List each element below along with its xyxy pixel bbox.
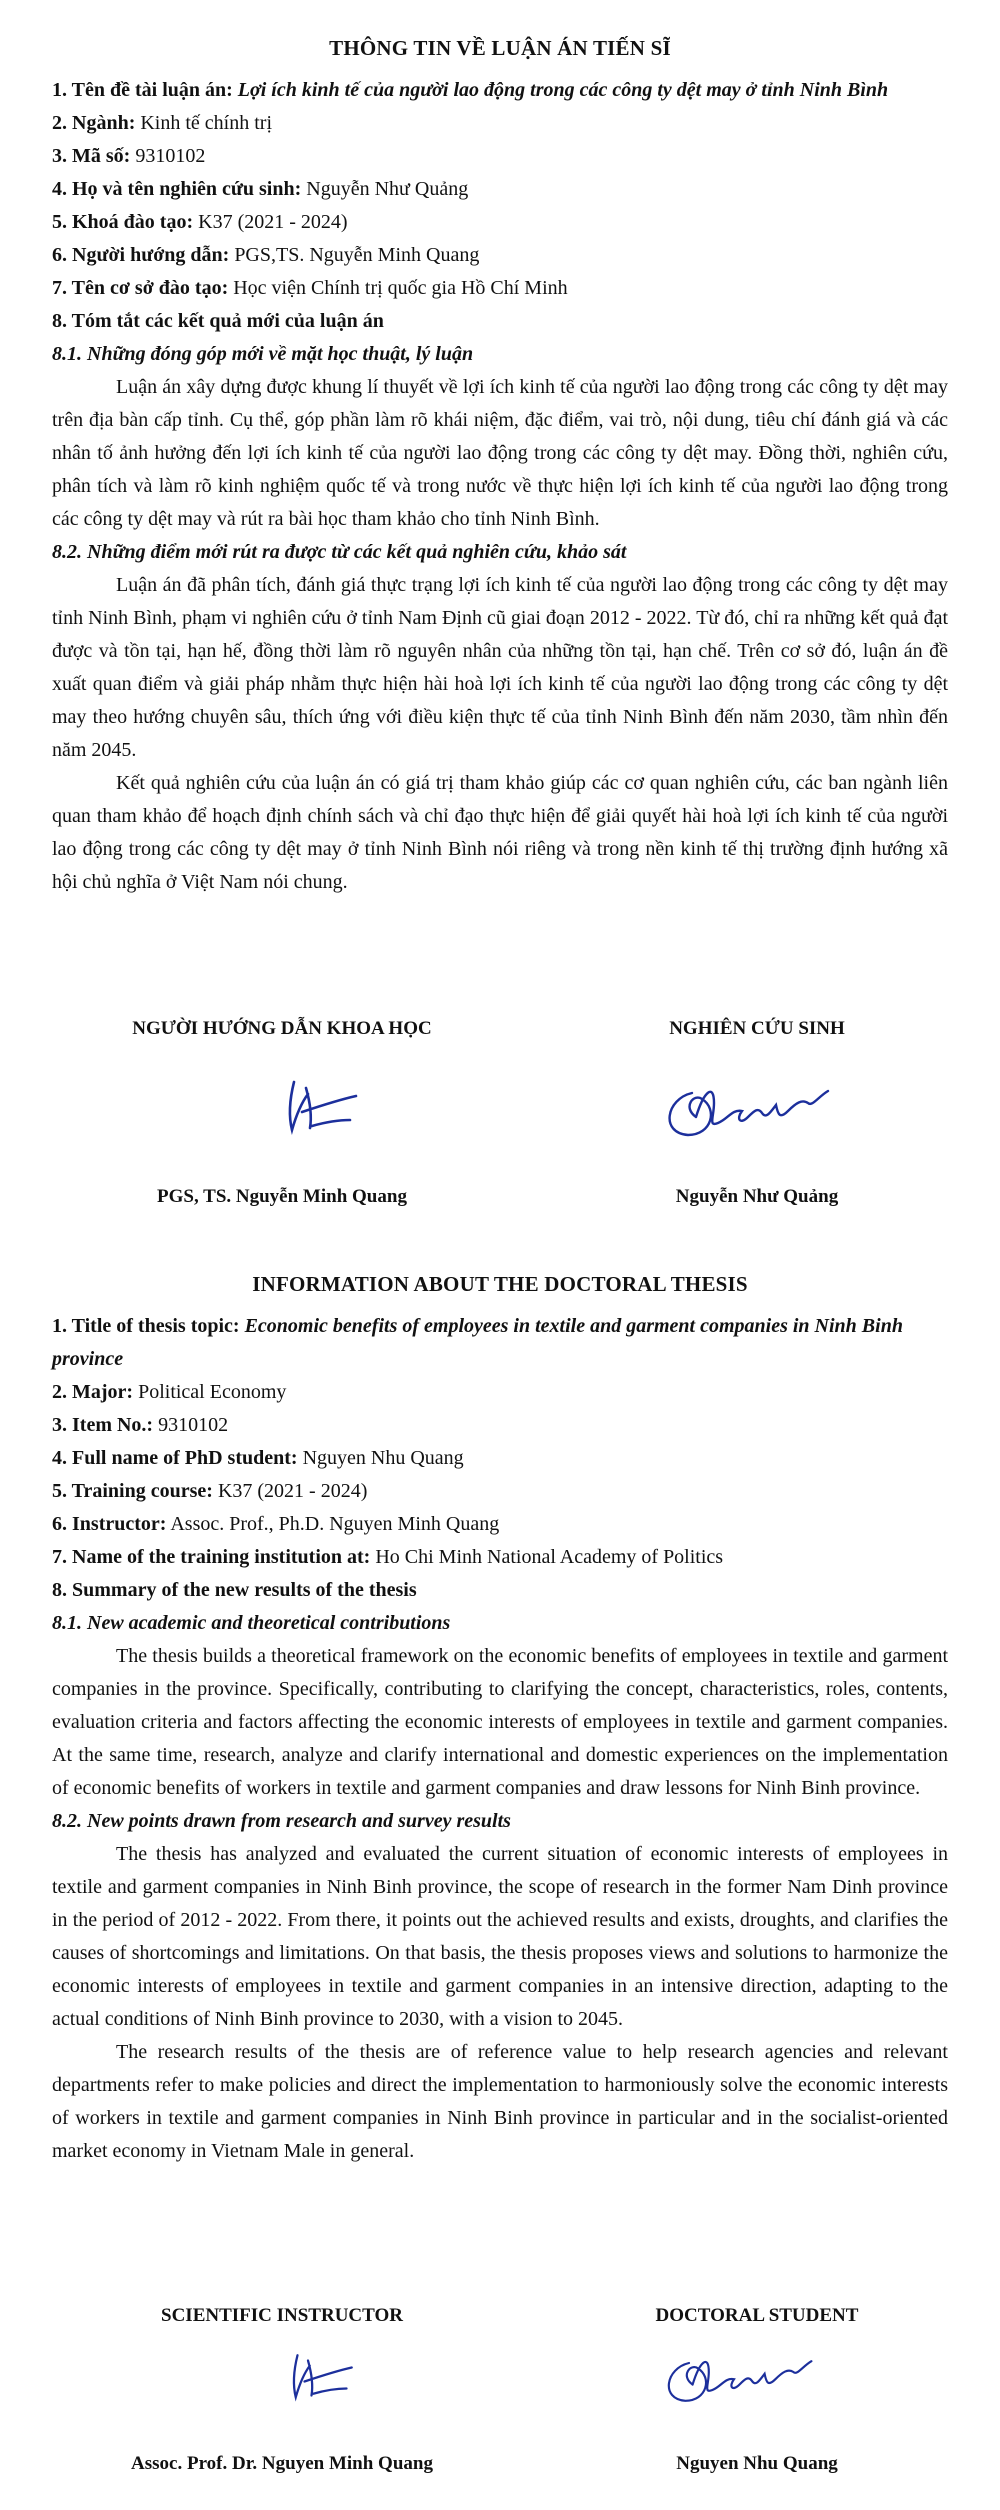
vn-sig-left-title: NGƯỜI HƯỚNG DẪN KHOA HỌC — [132, 1018, 432, 1039]
vn-item-label: 7. Tên cơ sở đào tạo: — [52, 277, 229, 299]
vn-item-institution — [52, 272, 948, 305]
en-title: INFORMATION ABOUT THE DOCTORAL THESIS — [252, 1272, 748, 1296]
en-paragraph-3: The research results of the thesis are of reference value to help research agencies and relevant departments refer to make policies and direct the implementation to harmoniously solve the economic interests of workers in textile and garment companies in Ninh Binh province in particular and in the socialist-oriented market economy in Vietnam Male in general. — [52, 2041, 948, 2162]
en-item-label: 2. Major: — [52, 1381, 134, 1403]
vn-item-label: 8. Tóm tắt các kết quả mới của luận án — [52, 310, 384, 332]
en-item-instructor — [52, 1508, 948, 1541]
en-sig-left-name: Assoc. Prof. Dr. Nguyen Minh Quang — [131, 2453, 433, 2474]
signature-image — [652, 1073, 872, 1153]
en-item-value: Political Economy — [138, 1381, 287, 1403]
en-item-label: 1. Title of thesis topic: — [52, 1315, 240, 1337]
vn-sig-right-title: NGHIÊN CỨU SINH — [669, 1018, 845, 1039]
signature-image — [272, 1068, 372, 1148]
en-item-value: Assoc. Prof., Ph.D. Nguyen Minh Quang — [170, 1513, 500, 1535]
en-item-topic — [52, 1310, 948, 1376]
en-item-label: 6. Instructor: — [52, 1513, 167, 1535]
vn-paragraph-3: Kết quả nghiên cứu của luận án có giá trị tham khảo giúp các cơ quan nghiên cứu, các ban ngành liên quan tham khảo để hoạch định chính sách và chỉ đạo thực hiện để giải quyết hài hoà lợi ích kinh tế của người lao động trong các công ty dệt may ở tỉnh Ninh Bình nói riêng và trong nền kinh tế thị trường định hướng xã hội chủ nghĩa ở Việt Nam nói chung. — [52, 772, 948, 893]
vn-item-value: Nguyễn Như Quảng — [306, 178, 469, 200]
vn-title: THÔNG TIN VỀ LUẬN ÁN TIẾN SĨ — [329, 36, 671, 60]
en-sig-right-title: DOCTORAL STUDENT — [655, 2305, 859, 2326]
en-item-value: K37 (2021 - 2024) — [217, 1480, 368, 1502]
en-item-label: 4. Full name of PhD student: — [52, 1447, 298, 1469]
en-item-student — [52, 1442, 948, 1475]
vn-subheading-1: 8.1. Những đóng góp mới về mặt học thuật, lý luận — [52, 343, 474, 365]
vn-item-label: 3. Mã số: — [52, 145, 131, 167]
vn-paragraph-2: Luận án đã phân tích, đánh giá thực trạng lợi ích kinh tế của người lao động trong các công ty dệt may tỉnh Ninh Bình, phạm vi nghiên cứu ở tỉnh Nam Định cũ giai đoạn 2012 - 2022. Từ đó, chỉ ra những kết quả đạt được và tồn tại, hạn hế, đồng thời làm rõ nguyên nhân của những tồn tại, hạn chế. Trên cơ sở đó, luận án đề xuất quan điểm và giải pháp nhằm thực hiện hài hoà lợi ích kinh tế của người lao động trong các công ty dệt may theo hướng chuyên sâu, thích ứng với điều kiện thực tế của tỉnh Ninh Bình đến năm 2030, tầm nhìn đến năm 2045. — [52, 574, 948, 761]
en-item-value: Nguyen Nhu Quang — [302, 1447, 464, 1469]
vn-item-value: PGS,TS. Nguyễn Minh Quang — [234, 244, 480, 266]
vn-item-code — [52, 140, 948, 173]
vn-item-summary — [52, 305, 948, 338]
vn-subheading-2: 8.2. Những điểm mới rút ra được từ các kết quả nghiên cứu, khảo sát — [52, 541, 627, 563]
signature-image — [277, 2343, 367, 2413]
vn-item-major — [52, 107, 948, 140]
vn-item-label: 1. Tên đề tài luận án: — [52, 79, 233, 101]
en-item-value: Economic benefits of employees in textile and garment companies in Ninh Binh province — [52, 1315, 903, 1370]
en-sig-left-title: SCIENTIFIC INSTRUCTOR — [161, 2305, 403, 2326]
vn-item-instructor — [52, 239, 948, 272]
en-item-code — [52, 1409, 948, 1442]
en-item-label: 3. Item No.: — [52, 1414, 154, 1436]
en-item-course — [52, 1475, 948, 1508]
en-info-list — [52, 1310, 948, 2168]
vn-item-label: 4. Họ và tên nghiên cứu sinh: — [52, 178, 302, 200]
vn-item-value: Kinh tế chính trị — [140, 112, 272, 134]
vn-paragraph-1: Luận án xây dựng được khung lí thuyết về lợi ích kinh tế của người lao động trong các công ty dệt may trên địa bàn cấp tỉnh. Cụ thể, góp phần làm rõ khái niệm, đặc điểm, vai trò, nội dung, tiêu chí đánh giá và các nhân tố ảnh hưởng đến lợi ích kinh tế của người lao động trong các công ty dệt may. Đồng thời, nghiên cứu, phân tích và làm rõ kinh nghiệm quốc tế và trong nước về thực hiện lợi ích kinh tế của người lao động trong các công ty dệt may và rút ra bài học tham khảo cho tỉnh Ninh Bình. — [52, 376, 948, 530]
vn-item-course — [52, 206, 948, 239]
vn-item-topic — [52, 74, 948, 107]
vn-sig-right-name: Nguyễn Như Quảng — [675, 1186, 839, 1207]
vn-item-student — [52, 173, 948, 206]
en-item-value: Ho Chi Minh National Academy of Politics — [375, 1546, 724, 1568]
vn-item-value: Học viện Chính trị quốc gia Hồ Chí Minh — [233, 277, 568, 299]
vn-item-value: K37 (2021 - 2024) — [198, 211, 348, 233]
vn-item-label: 6. Người hướng dẫn: — [52, 244, 230, 266]
en-subheading-1: 8.1. New academic and theoretical contributions — [52, 1612, 451, 1634]
vn-item-value: 9310102 — [135, 145, 206, 167]
en-subheading-2: 8.2. New points drawn from research and survey results — [52, 1810, 511, 1832]
en-item-label: 7. Name of the training institution at: — [52, 1546, 371, 1568]
vn-sig-left-name: PGS, TS. Nguyễn Minh Quang — [157, 1186, 407, 1207]
vn-item-value: Lợi ích kinh tế của người lao động trong các công ty dệt may ở tỉnh Ninh Bình — [237, 79, 889, 101]
signature-image — [652, 2345, 852, 2417]
en-item-major — [52, 1376, 948, 1409]
vn-item-label: 2. Ngành: — [52, 112, 136, 134]
en-item-value: 9310102 — [158, 1414, 229, 1436]
vn-item-label: 5. Khoá đào tạo: — [52, 211, 194, 233]
en-item-summary — [52, 1574, 948, 1607]
en-item-label: 8. Summary of the new results of the thesis — [52, 1579, 417, 1601]
en-paragraph-1: The thesis builds a theoretical framework on the economic benefits of employees in textile and garment companies in the province. Specifically, contributing to clarifying the concept, characteristics, roles, contents, evaluation criteria and factors affecting the economic interests of employees in textile and garment companies. At the same time, research, analyze and clarify international and domestic experiences on the implementation of economic benefits of workers in textile and garment companies and draw lessons for Ninh Binh province. — [52, 1645, 948, 1799]
en-item-institution — [52, 1541, 948, 1574]
en-sig-right-name: Nguyen Nhu Quang — [676, 2453, 838, 2474]
vn-info-list — [52, 74, 948, 899]
en-item-label: 5. Training course: — [52, 1480, 213, 1502]
en-paragraph-2: The thesis has analyzed and evaluated the current situation of economic interests of employees in textile and garment companies in Ninh Binh province, the scope of research in the former Nam Dinh province in the period of 2012 - 2022. From there, it points out the achieved results and exists, droughts, and clarifies the causes of shortcomings and limitations. On that basis, the thesis proposes views and solutions to harmonize the economic interests of employees in textile and garment companies in an intensive direction, adapting to the actual conditions of Ninh Binh province to 2030, with a vision to 2045. — [52, 1843, 948, 2030]
